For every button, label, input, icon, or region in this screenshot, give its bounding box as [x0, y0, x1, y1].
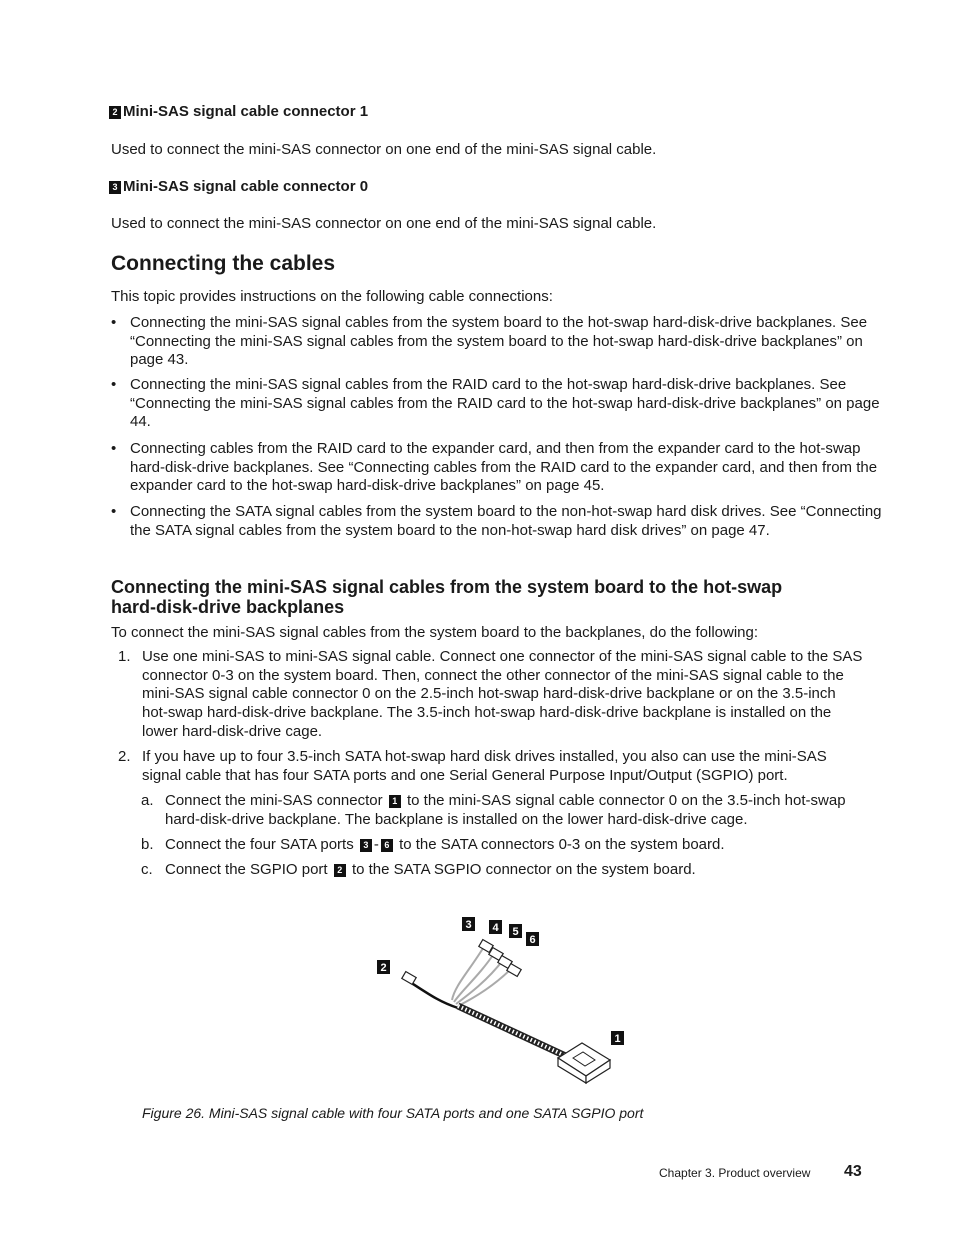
callout-badge: 2	[109, 106, 121, 119]
step-number: 2.	[118, 748, 131, 765]
svg-text:5: 5	[512, 926, 519, 938]
step-letter: c.	[141, 861, 153, 878]
svg-text:1: 1	[614, 1033, 621, 1045]
figure-callout-3	[462, 917, 475, 931]
sgpio-connector-icon	[402, 972, 416, 985]
subsection-intro: To connect the mini-SAS signal cables from the system board to the backplanes, do the following:	[111, 624, 759, 641]
connector0-heading	[109, 178, 368, 195]
list-item: • Connecting the mini-SAS signal cables from the system board to the hot-swap hard-disk-drive backplanes. See “Connecting the mini-SAS signal cables from the system board to the hot-swap hard-disk-drive backplanes” on page 43.	[111, 314, 868, 369]
step-letter: a.	[141, 792, 154, 809]
callout-badge: 3	[360, 839, 372, 852]
figure-callout-5	[509, 924, 522, 938]
subsection-title: Connecting the mini-SAS signal cables from the system board to the hot-swap hard-disk-drive backplanes	[111, 577, 783, 617]
callout-badge: 3	[109, 181, 121, 194]
bullet-icon: •	[111, 440, 117, 457]
figure-callout-2	[377, 960, 390, 974]
section-title: Connecting the cables	[111, 252, 336, 275]
step-2a: a. Connect the mini-SAS connector 1 to the mini-SAS signal cable connector 0 on the 3.5-inch hot-swap hard-disk-drive backplane. The backplane is installed on the lower hard-disk-drive cage.	[141, 792, 846, 828]
svg-text:3: 3	[465, 919, 472, 931]
svg-text:2: 2	[380, 962, 387, 974]
figure-callout-4	[489, 920, 502, 934]
connector1-heading	[109, 103, 368, 120]
section-intro: This topic provides instructions on the following cable connections:	[111, 288, 553, 305]
connector1-text: Used to connect the mini-SAS connector on one end of the mini-SAS signal cable.	[111, 141, 657, 158]
list-item: • Connecting cables from the RAID card to the expander card, and then from the expander card to the hot-swap hard-disk-drive backplanes. See “Connecting cables from the RAID card to the expander card, and then from the expander card to the hot-swap hard-disk-drive backplanes” on page 45.	[111, 440, 878, 495]
step-number: 1.	[118, 648, 131, 665]
step-1: 1. Use one mini-SAS to mini-SAS signal cable. Connect one connector of the mini-SAS signal cable to the SAS connector 0-3 on the system board. Then, connect the other connector of the mini-SAS signal cable to the mini-SAS signal cable connector 0 on the 2.5-inch hot-swap hard-disk-drive backplane or on the 3.5-inch hot-swap hard-disk-drive backplane. The 3.5-inch hot-swap hard-disk-drive backplane is installed on the lower hard-disk-drive cage.	[118, 648, 863, 740]
bullet-icon: •	[111, 376, 117, 393]
connector1-title: Mini-SAS signal cable connector 1	[123, 103, 369, 120]
page-number: 43	[844, 1163, 862, 1180]
step-2: 2. If you have up to four 3.5-inch SATA hot-swap hard disk drives installed, you also can use the mini-SAS signal cable that has four SATA ports and one Serial General Purpose Input/Output (SGPIO) port.	[118, 748, 827, 784]
connector0-text: Used to connect the mini-SAS connector on one end of the mini-SAS signal cable.	[111, 215, 657, 232]
svg-text:4: 4	[492, 922, 499, 934]
footer-chapter: Chapter 3. Product overview	[659, 1166, 811, 1180]
bullet-icon: •	[111, 503, 117, 520]
connector0-title: Mini-SAS signal cable connector 0	[123, 178, 369, 195]
list-item: • Connecting the mini-SAS signal cables from the RAID card to the hot-swap hard-disk-drive backplanes. See “Connecting the mini-SAS signal cables from the RAID card to the hot-swap hard-disk-drive backplanes” on page 44.	[111, 376, 880, 431]
callout-badge: 1	[389, 795, 401, 808]
callout-badge: 6	[381, 839, 393, 852]
step-2c: c. Connect the SGPIO port 2 to the SATA SGPIO connector on the system board.	[141, 861, 696, 878]
figure-caption: Figure 26. Mini-SAS signal cable with four SATA ports and one SATA SGPIO port	[142, 1105, 644, 1121]
figure-callout-1	[611, 1031, 624, 1045]
bullet-icon: •	[111, 314, 117, 331]
mini-sas-connector-icon	[558, 1043, 610, 1083]
step-2b: b. Connect the four SATA ports 3 - 6 to the SATA connectors 0-3 on the system board.	[141, 836, 725, 853]
step-letter: b.	[141, 836, 154, 853]
cable-illustration	[370, 910, 640, 1085]
svg-text:6: 6	[529, 934, 536, 946]
figure-callout-6	[526, 932, 539, 946]
list-item: • Connecting the SATA signal cables from the system board to the non-hot-swap hard disk drives. See “Connecting the SATA signal cables from the system board to the non-hot-swap hard disk drives” on page 47.	[111, 503, 882, 539]
callout-badge: 2	[334, 864, 346, 877]
